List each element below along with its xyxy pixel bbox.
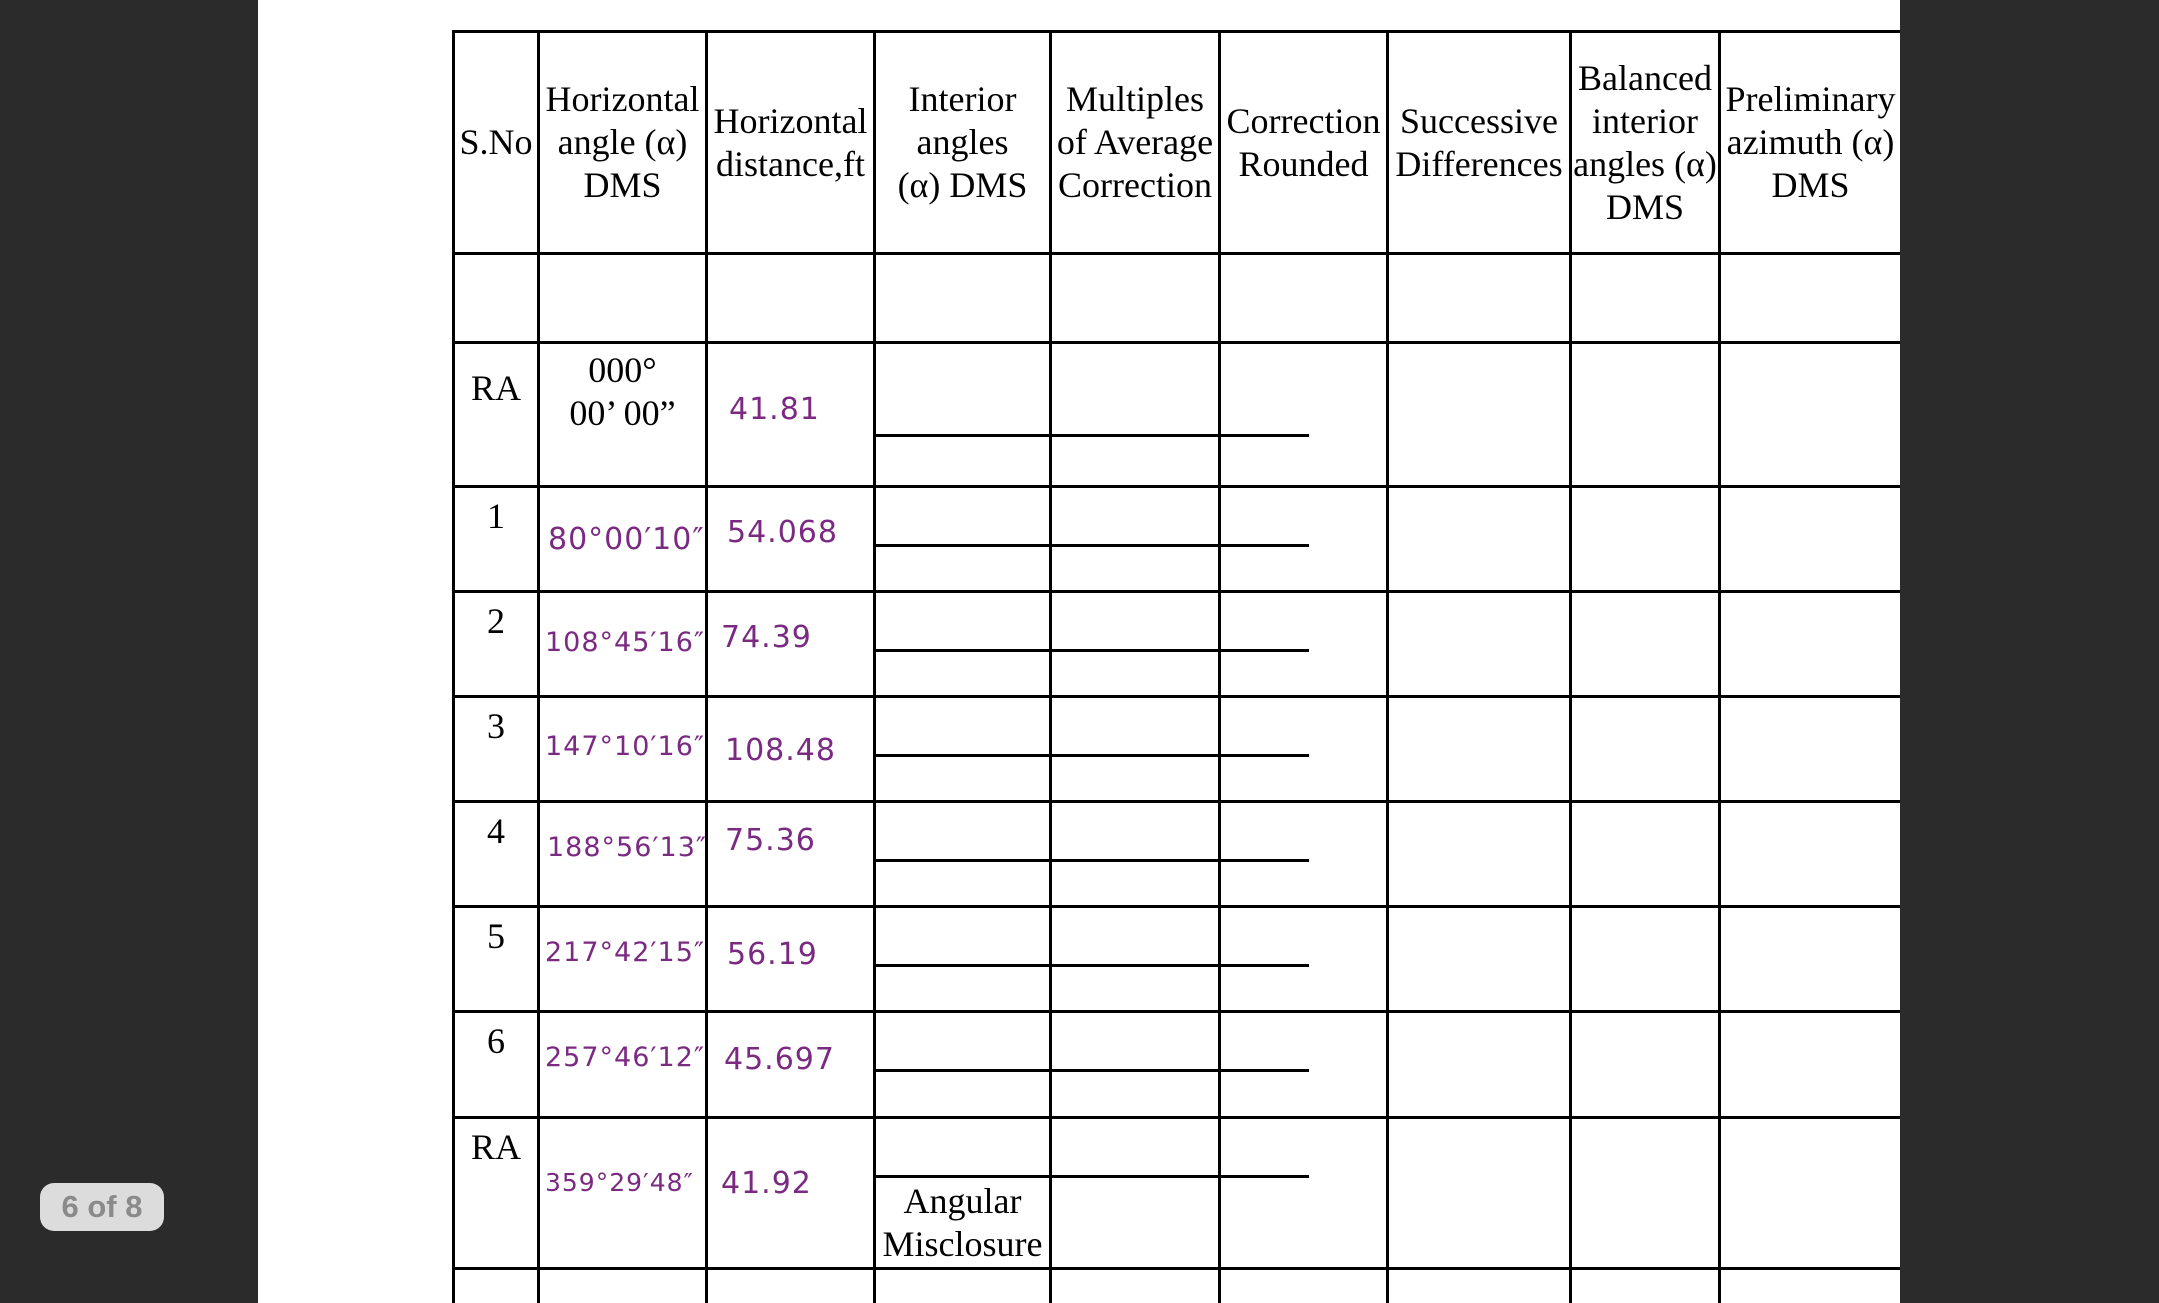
grid-line xyxy=(875,1069,1309,1072)
row-horizontal-distance: 56.19 xyxy=(727,937,818,972)
row-horizontal-distance: 45.697 xyxy=(724,1042,835,1077)
row-sno: 3 xyxy=(487,706,505,746)
row-sno: RA xyxy=(470,1127,521,1167)
grid-line xyxy=(452,252,1900,255)
row-horizontal-angle: 359°29′48″ xyxy=(545,1168,694,1197)
grid-line xyxy=(875,649,1309,652)
document-page xyxy=(258,0,1900,1303)
row-sno: 4 xyxy=(487,811,505,851)
grid-line xyxy=(452,905,1900,908)
grid-line xyxy=(452,800,1900,803)
row-horizontal-distance: 41.81 xyxy=(729,392,820,427)
row-horizontal-angle: 80°00′10″ xyxy=(548,522,705,557)
header-horizontal-distance: Horizontal distance,ft xyxy=(713,100,868,184)
grid-line xyxy=(875,434,1309,437)
header-correction-rounded: Correction Rounded xyxy=(1226,100,1381,184)
grid-line xyxy=(452,695,1900,698)
row-sno: 2 xyxy=(487,601,505,641)
grid-line xyxy=(875,544,1309,547)
header-balanced-interior-angles: Balanced interior angles (α) DMS xyxy=(1573,57,1717,227)
header-successive-differences: Successive Differences xyxy=(1395,100,1563,184)
grid-line xyxy=(875,859,1309,862)
row-horizontal-angle: 108°45′16″ xyxy=(545,627,705,658)
row-horizontal-distance: 108.48 xyxy=(725,733,836,768)
header-preliminary-azimuth: Preliminary azimuth (α) DMS xyxy=(1725,79,1896,205)
row-sno: RA xyxy=(470,368,521,408)
row-horizontal-distance: 54.068 xyxy=(727,515,838,550)
row-sno: 6 xyxy=(487,1021,505,1061)
header-multiples-of-average-correction: Multiples of Average Correction xyxy=(1056,79,1214,205)
grid-line xyxy=(875,754,1309,757)
grid-line xyxy=(452,1116,1900,1119)
grid-line xyxy=(452,1267,1900,1270)
grid-line xyxy=(875,964,1309,967)
header-interior-angles: Interior angles (α) DMS xyxy=(897,79,1028,205)
header-sno: S.No xyxy=(459,122,533,162)
row-horizontal-angle: 188°56′13″ xyxy=(547,832,707,863)
row-horizontal-distance: 74.39 xyxy=(721,620,812,655)
angular-misclosure-label: Angular Misclosure xyxy=(882,1180,1043,1264)
row-horizontal-angle: 000° 00’ 00” xyxy=(569,349,676,433)
row-horizontal-angle: 217°42′15″ xyxy=(545,937,705,968)
row-horizontal-distance: 41.92 xyxy=(721,1166,812,1201)
grid-line xyxy=(452,590,1900,593)
row-horizontal-angle: 147°10′16″ xyxy=(545,731,705,762)
row-horizontal-angle: 257°46′12″ xyxy=(545,1042,705,1073)
row-sno: 1 xyxy=(487,496,505,536)
row-horizontal-distance: 75.36 xyxy=(725,823,816,858)
row-sno: 5 xyxy=(487,916,505,956)
page-indicator-badge: 6 of 8 xyxy=(40,1183,164,1231)
header-horizontal-angle: Horizontal angle (α) DMS xyxy=(545,79,700,205)
grid-line xyxy=(452,485,1900,488)
grid-line xyxy=(452,1010,1900,1013)
